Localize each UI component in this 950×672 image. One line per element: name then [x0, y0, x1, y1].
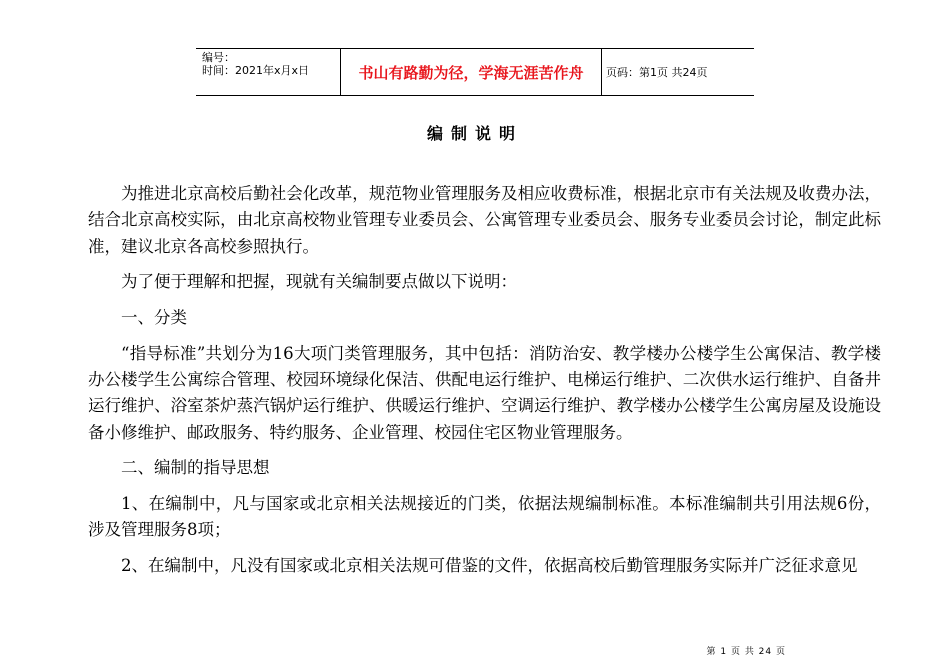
paragraph-principle-2: 2、在编制中，凡没有国家或北京相关法规可借鉴的文件，依据高校后勤管理服务实际并广泛征求意见: [121, 555, 858, 575]
paragraph-principle-1: 1、在编制中，凡与国家或北京相关法规接近的门类，依据法规编制标准。本标准编制共引用法规6份，涉及管理服务8项；: [88, 493, 881, 540]
paragraph-intro: 为推进北京高校后勤社会化改革，规范物业管理服务及相应收费标准，根据北京市有关法规及收费办法，结合北京高校实际，由北京高校物业管理专业委员会、公寓管理专业委员会、服务专业委员会讨论，制定此标准，建议北京各高校参照执行。: [88, 184, 881, 256]
document-number-label: 编号：: [202, 51, 235, 64]
page-footer: 第 1 页 共 24 页: [706, 647, 786, 657]
paragraph-classification: “指导标准”共划分为16大项门类管理服务，其中包括：消防治安、教学楼办公楼学生公寓保洁、教学楼办公楼学生公寓综合管理、校园环境绿化保洁、供配电运行维护、电梯运行维护、二次供水运行维护、自备井运行维护、浴室茶炉蒸汽锅炉运行维护、供暖运行维护、空调运行维护、教学楼办公楼学生公寓房屋及设施设备小修维护、邮政服务、特约服务、企业管理、校园住宅区物业管理服务。: [88, 343, 881, 442]
section-heading-guiding-principles: 二、编制的指导思想: [121, 458, 270, 478]
document-header: [196, 48, 754, 96]
header-page-info: 页码：第1页 共24页: [606, 66, 708, 79]
document-title: 编制说明: [426, 124, 523, 143]
section-heading-classification: 一、分类: [121, 307, 187, 327]
header-motto: 书山有路勤为径，学海无涯苦作舟: [340, 49, 602, 95]
paragraph-explanation: 为了便于理解和把握，现就有关编制要点做以下说明：: [121, 272, 517, 292]
document-date-label: 时间：2021年x月x日: [202, 64, 310, 77]
header-meta-cell: [196, 49, 340, 95]
document-body: [88, 181, 881, 589]
